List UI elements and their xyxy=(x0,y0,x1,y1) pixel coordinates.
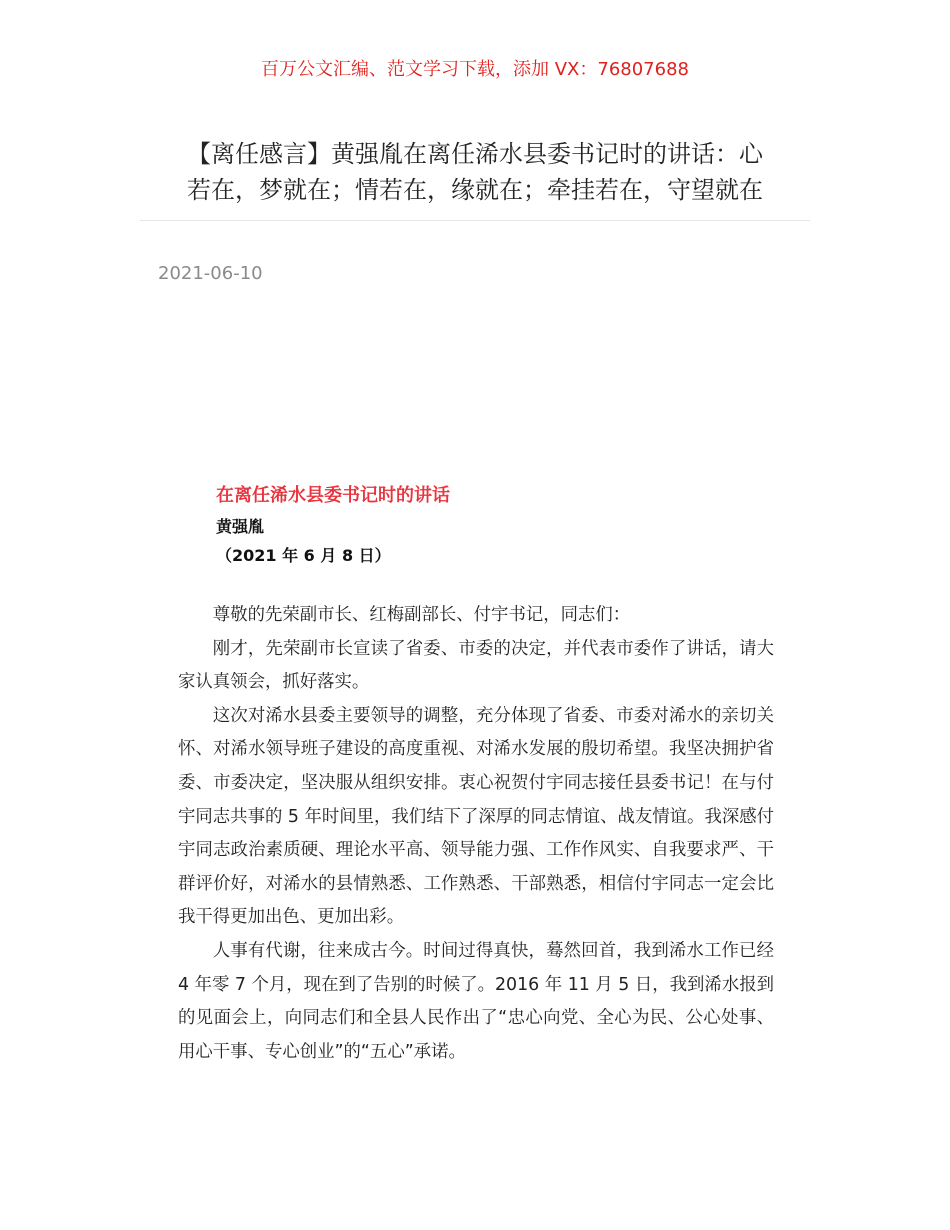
article-title-line-1: 【离任感言】黄强胤在离任浠水县委书记时的讲话：心 xyxy=(187,140,763,168)
title-divider xyxy=(140,220,810,221)
promo-banner: 百万公文汇编、范文学习下载，添加 VX：76807688 xyxy=(261,59,689,80)
speech-body xyxy=(178,599,774,1069)
body-paragraph: 人事有代谢，往来成古今。时间过得真快，蓦然回首，我到浠水工作已经 4 年零 7 个月，现在到了告别的时候了。2016 年 11 月 5 日，我到浠水报到的见面会上，向同志们和全县人民作出了“忠心向党、全心为民、公心处事、用心干事、专心创业”的“五心”承诺。 xyxy=(178,940,774,1062)
article-title-line-2: 若在，梦就在；情若在，缘就在；牵挂若在，守望就在 xyxy=(187,176,763,204)
body-paragraph: 这次对浠水县委主要领导的调整，充分体现了省委、市委对浠水的亲切关怀、对浠水领导班子建设的高度重视、对浠水发展的殷切希望。我坚决拥护省委、市委决定，坚决服从组织安排。衷心祝贺付宇同志接任县委书记！在与付宇同志共事的 5 年时间里，我们结下了深厚的同志情谊、战友情谊。我深感付宇同志政治素质硬、理论水平高、领导能力强、工作作风实、自我要求严、干群评价好，对浠水的县情熟悉、工作熟悉、干部熟悉，相信付宇同志一定会比我干得更加出色、更加出彩。 xyxy=(178,705,775,928)
article-title xyxy=(150,136,800,208)
speech-title: 在离任浠水县委书记时的讲话 xyxy=(216,485,450,506)
speech-date: （2021 年 6 月 8 日） xyxy=(216,546,391,565)
speech-author: 黄强胤 xyxy=(216,517,265,536)
publish-date: 2021-06-10 xyxy=(158,263,263,284)
salutation-paragraph: 尊敬的先荣副市长、红梅副部长、付宇书记，同志们： xyxy=(212,605,631,625)
body-paragraph: 刚才，先荣副市长宣读了省委、市委的决定，并代表市委作了讲话，请大家认真领会，抓好落实。 xyxy=(178,638,774,693)
